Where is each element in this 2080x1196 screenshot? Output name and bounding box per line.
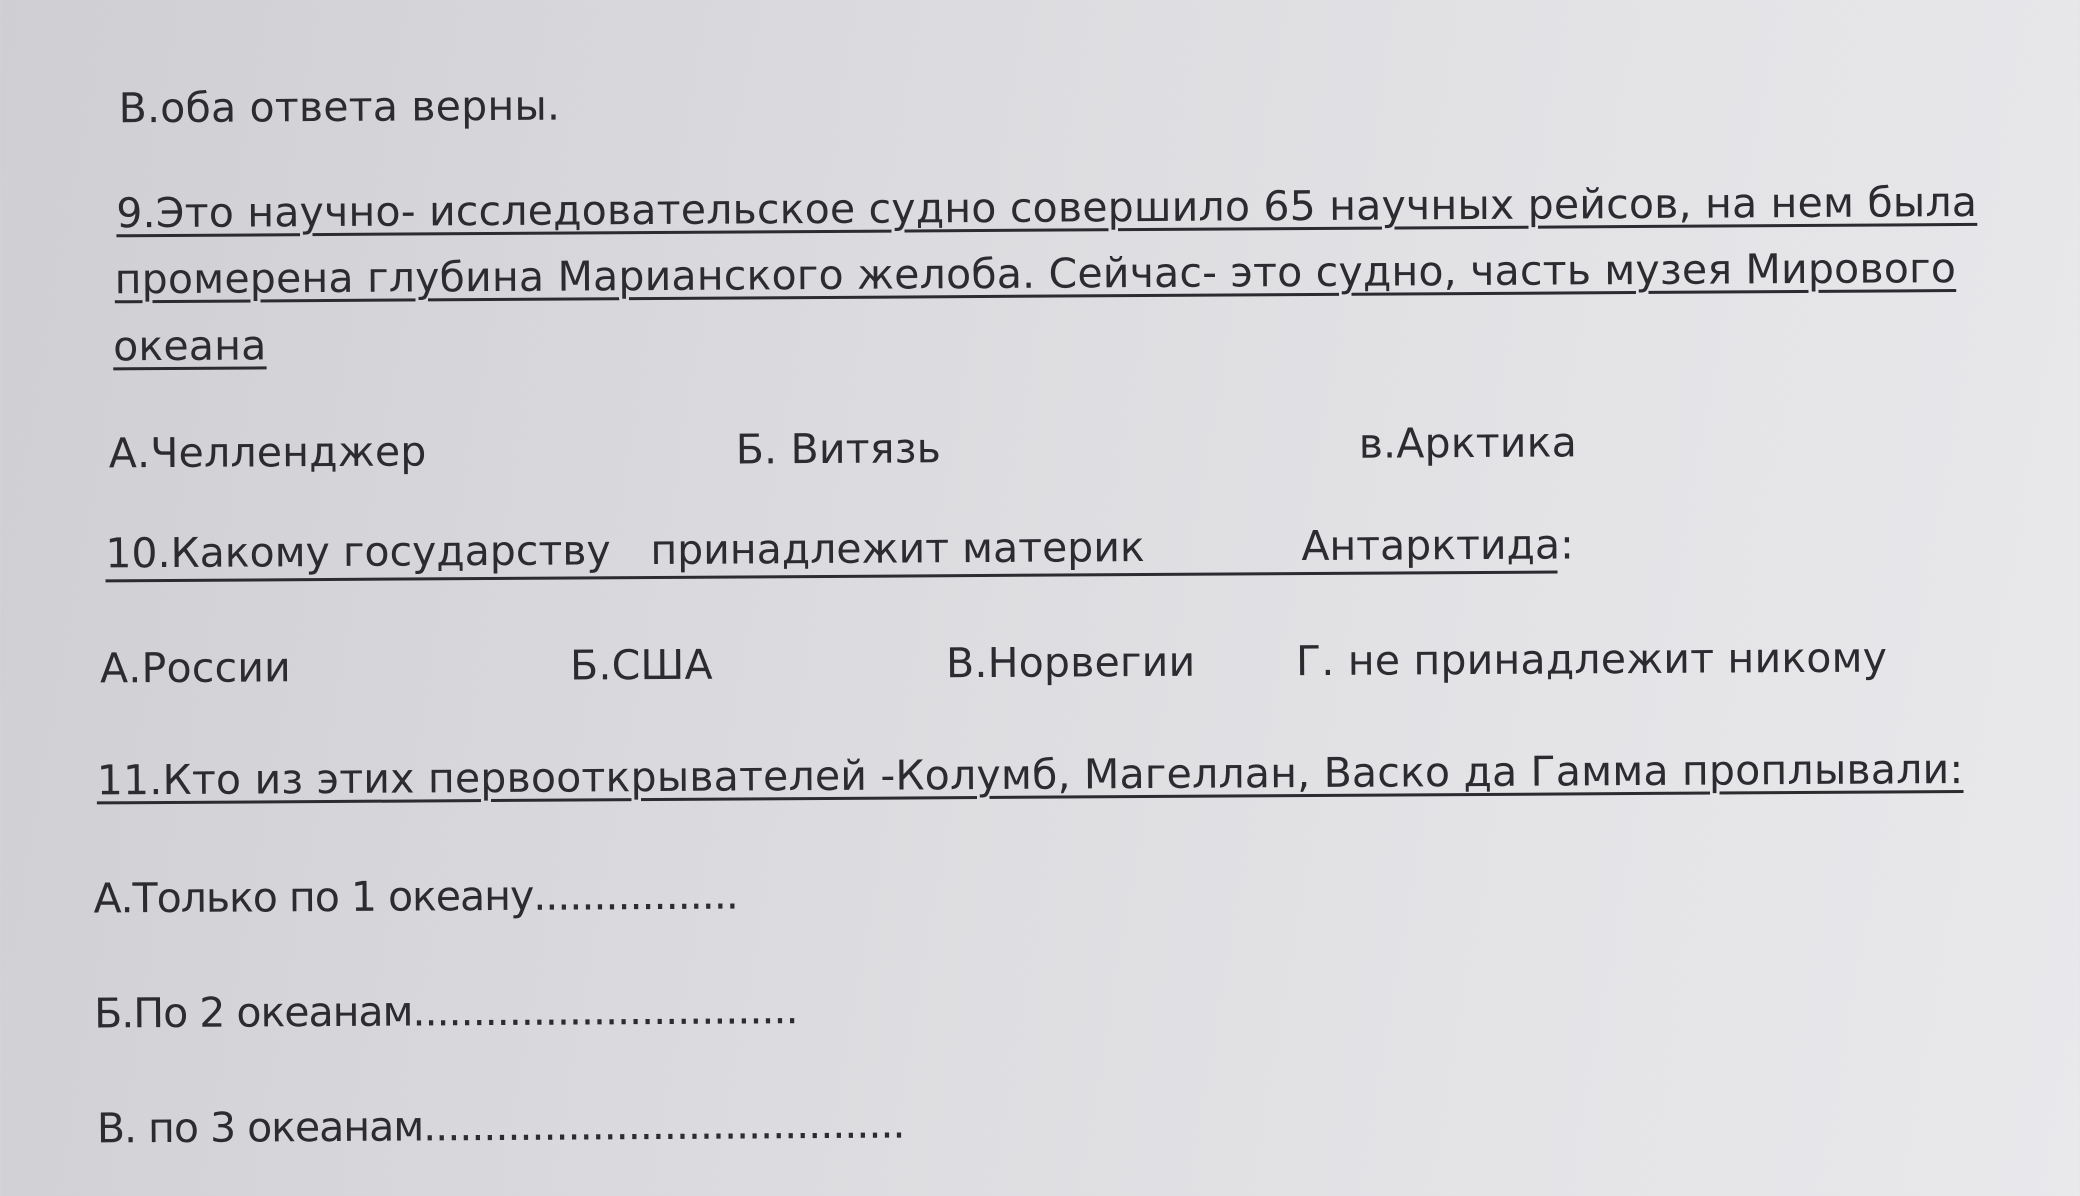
question-10-part-1: 10.Какому государству [105,526,611,578]
q11-option-a: А.Только по 1 океану................. [93,870,738,923]
q10-option-a: А.России [99,643,292,693]
q10-option-v: В.Норвегии [945,637,1196,688]
question-9-line-3: океана [112,321,267,371]
q11-option-v: В. по 3 океанам........................................ [96,1099,905,1153]
q10-option-b: Б.США [569,640,713,690]
question-11: 11.Кто из этих первооткрывателей -Колумб, Магеллан, Васко да Гамма проплывали: [96,745,1964,805]
q10-option-g: Г. не принадлежит никому [1295,633,1888,686]
question-10 [105,520,1574,582]
q9-option-b: Б. Витязь [735,424,942,474]
question-9-line-2: промерена глубина Марианского желоба. Сейчас- это судно, часть музея Мирового [114,244,1957,304]
previous-answer-v: В.оба ответа верны. [118,81,561,133]
q9-option-v: в.Арктика [1358,418,1578,468]
question-10-part-2: принадлежит материк [650,523,1145,575]
question-10-part-3: Антарктида: [1301,520,1574,571]
q11-option-b: Б.По 2 океанам................................ [94,985,798,1038]
q9-option-a: А.Челленджер [108,427,427,478]
question-9-line-1: 9.Это научно- исследовательское судно совершило 65 научных рейсов, на нем была [116,177,1978,238]
